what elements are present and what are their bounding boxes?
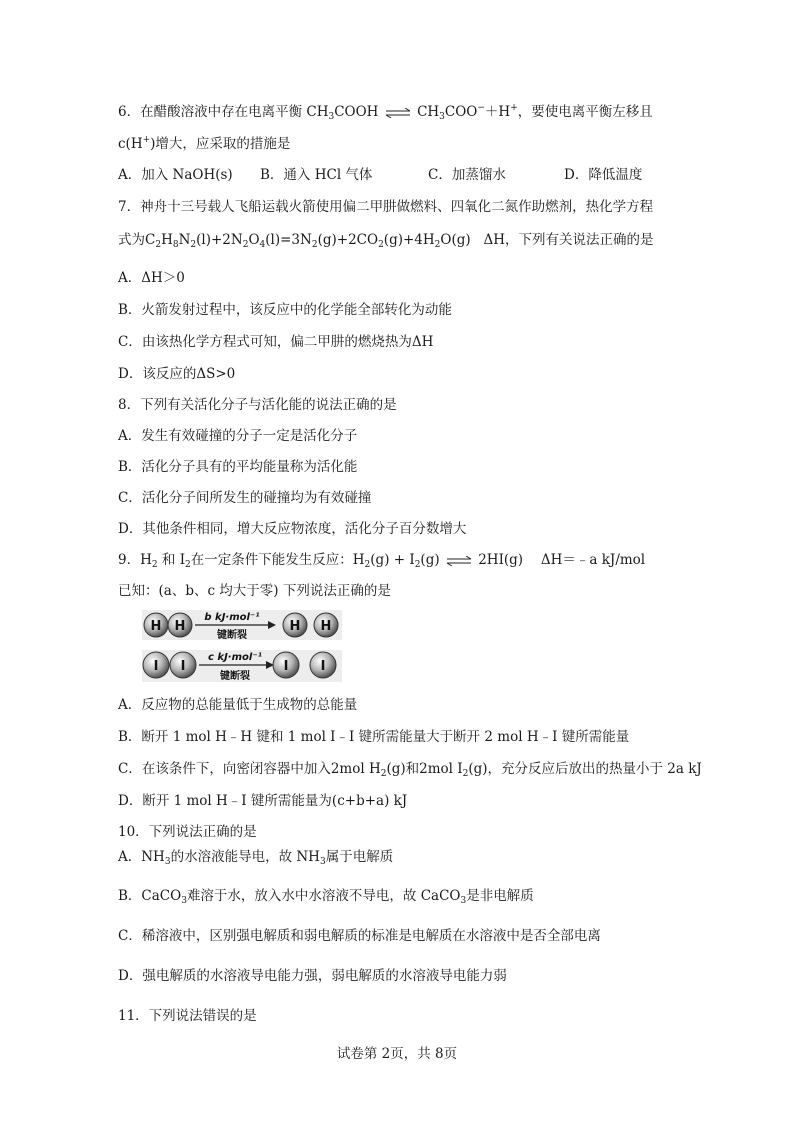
q9-option-d: D．断开 1 mol H﹣I 键所需能量为(c+b+a) kJ — [118, 793, 408, 809]
q6-option-c: C．加蒸馏水 — [428, 167, 506, 183]
q7-option-b: B．火箭发射过程中，该反应中的化学能全部转化为动能 — [118, 302, 452, 318]
q7-stem-line2: 式为$C_2H_8N_2(l)+2N_2O_4(l)=3N_2(g)+2CO_2(g)+4H_2O(g)$ ΔH，下列有关说法正确的是 — [118, 232, 654, 250]
q7-option-a: A．ΔH＞0 — [118, 270, 185, 286]
q6-option-d: D．降低温度 — [564, 167, 643, 183]
q10-option-d: D．强电解质的水溶液导电能力强，弱电解质的水溶液导电能力弱 — [118, 968, 507, 984]
q9-option-b: B．断开 1 mol H﹣H 键和 1 mol I﹣I 键所需能量大于断开 2 mol H﹣I 键所需能量 — [118, 729, 630, 745]
q10-option-a: A．$NH_3$的水溶液能导电，故 $NH_3$属于电解质 — [118, 849, 394, 867]
q7-option-c: C．由该热化学方程式可知，偏二甲肼的燃烧热为ΔH — [118, 334, 434, 350]
q7-stem: 7．神舟十三号载人飞船运载火箭使用偏二甲肼做燃料、四氧化二氮作助燃剂，热化学方程 — [118, 199, 654, 215]
q8-stem: 8．下列有关活化分子与活化能的说法正确的是 — [118, 397, 397, 413]
q8-option-a: A．发生有效碰撞的分子一定是活化分子 — [118, 428, 358, 444]
equilibrium-arrow-icon — [446, 556, 472, 566]
atom-label: I — [320, 659, 326, 674]
q10-option-c: C．稀溶液中，区别强电解质和弱电解质的标准是电解质在水溶液中是否全部电离 — [118, 928, 601, 944]
q9-option-a: A．反应物的总能量低于生成物的总能量 — [118, 697, 358, 713]
atom-label: I — [283, 659, 289, 674]
q8-option-d: D．其他条件相同，增大反应物浓度，活化分子百分数增大 — [118, 521, 467, 537]
atom-label: H — [289, 619, 301, 634]
atom-label: I — [153, 659, 159, 674]
q10-stem: 10．下列说法正确的是 — [118, 824, 257, 840]
bond-break-caption: 键断裂 — [220, 671, 250, 682]
atom-label: H — [150, 619, 162, 634]
q8-option-c: C．活化分子间所发生的碰撞均为有效碰撞 — [118, 490, 372, 506]
q9-stem-line2: 已知：(a、b、c 均大于零) 下列说法正确的是 — [118, 583, 391, 599]
q9-option-c: C．在该条件下，向密闭容器中加入2mol $H_2(g)$和2mol $I_2(g)$，充分反应后放出的热量小于 2a kJ — [118, 761, 702, 779]
energy-label-c: c kJ·mol⁻¹ — [208, 652, 262, 663]
bond-breaking-diagram — [140, 608, 350, 684]
q10-option-b: B．CaCO$_3$难溶于水，放入水中水溶液不导电，故 CaCO$_3$是非电解质 — [118, 888, 534, 906]
atom-label: I — [180, 659, 186, 674]
q6-stem: 6．在醋酸溶液中存在电离平衡 $CH_3COOH$ $CH_3COO^-+H^+$，要使电离平衡左移且 — [118, 103, 653, 122]
q11-stem: 11．下列说法错误的是 — [118, 1008, 257, 1024]
energy-label-b: b kJ·mol⁻¹ — [204, 612, 260, 623]
page-footer: 试卷第 2页，共 8页 — [336, 1046, 458, 1062]
q6-option-b: B．通入 HCl 气体 — [260, 167, 373, 183]
q6-stem-line2: c(H+)增大，应采取的措施是 — [118, 135, 291, 152]
atom-label: H — [174, 619, 186, 634]
equilibrium-arrow-icon — [385, 108, 411, 118]
q8-option-b: B．活化分子具有的平均能量称为活化能 — [118, 459, 358, 475]
q6-option-a: A．加入 NaOH(s) — [118, 167, 233, 183]
q7-option-d: D．该反应的ΔS>0 — [118, 366, 236, 382]
atom-label: H — [320, 619, 332, 634]
bond-break-caption: 键断裂 — [217, 630, 247, 641]
q6-options — [118, 166, 642, 184]
q9-stem: 9．$H_2$ 和 $I_2$在一定条件下能发生反应：$H_2(g) + I_2(g)$ 2HI(g) ΔH＝﹣a kJ/mol — [118, 552, 646, 570]
